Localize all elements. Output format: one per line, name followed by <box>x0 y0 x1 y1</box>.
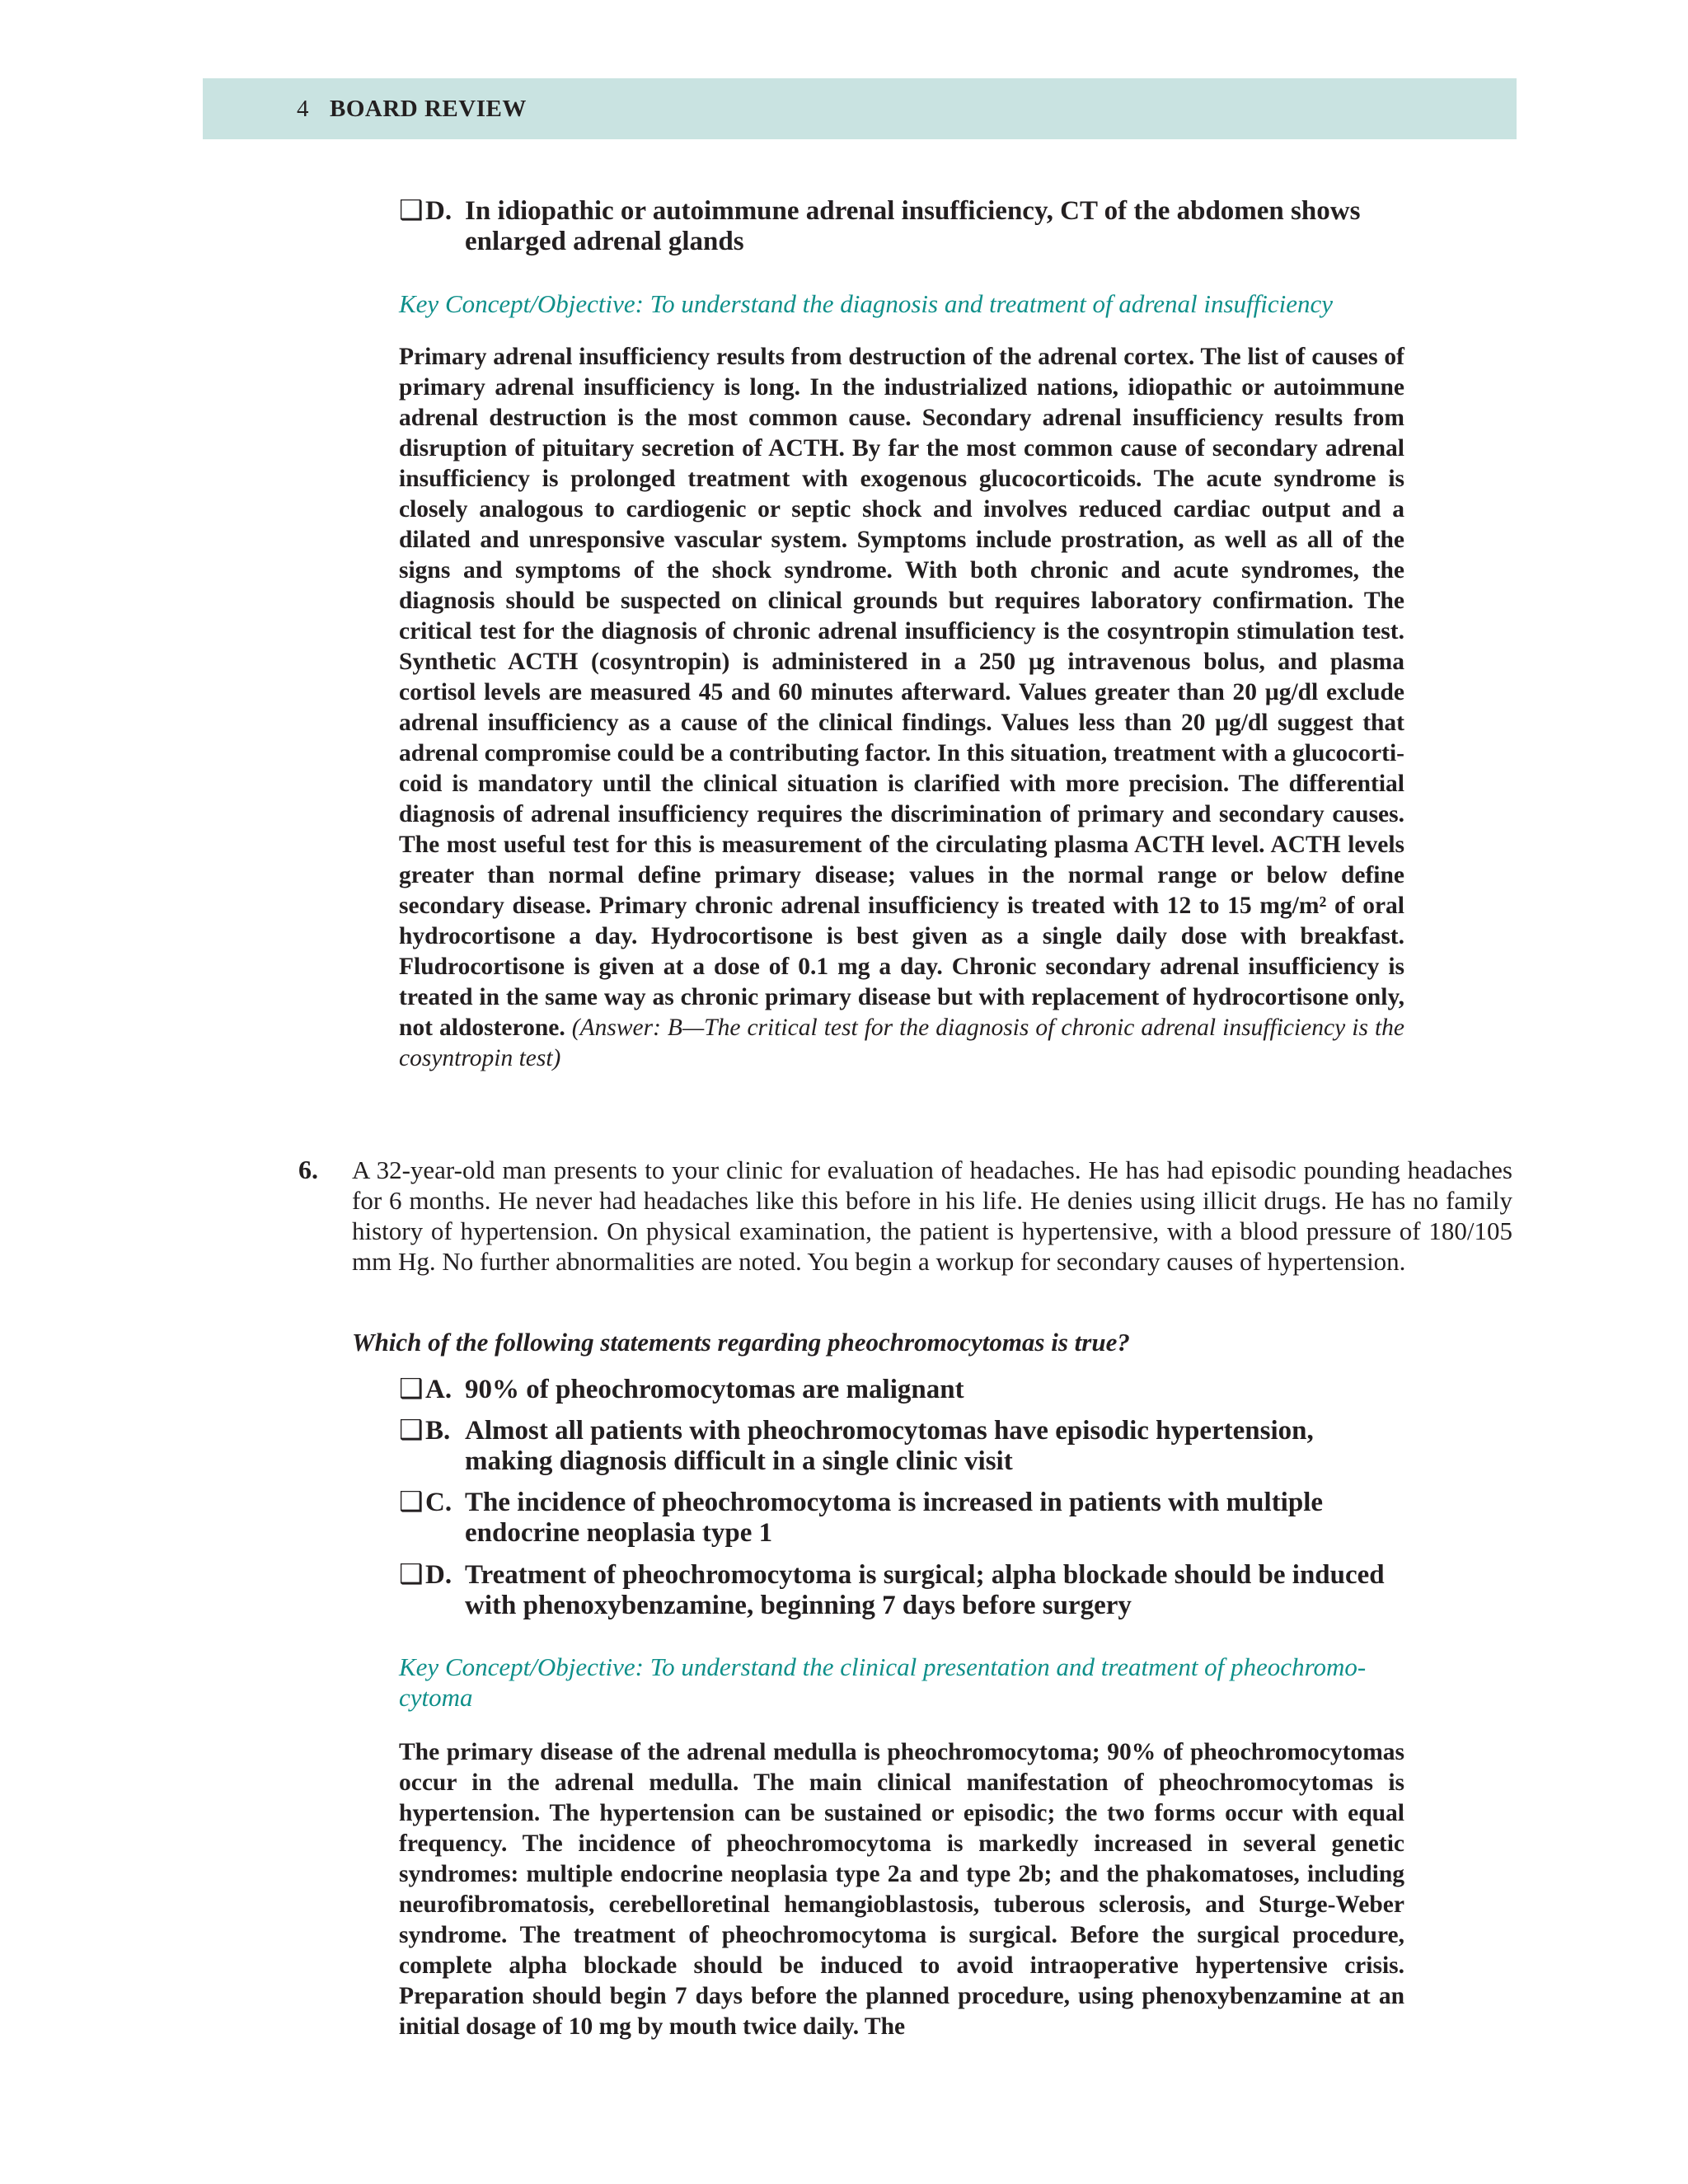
option-letter: B. <box>425 1416 451 1446</box>
explanation-pheo: The primary disease of the adrenal medulla is pheochromocytoma; 90% of pheochromocytomas occur in the adrenal medulla. The main clinical manifestation of pheochromocytomas is hypertension. The hypertension can be sustained or episodic; the two forms occur with equal frequency. The incidence of pheochromocytoma is markedly increased in several genetic syndromes: multiple endocrine neoplasia type 2a and type 2b; and the phakomatoses, including neurofibromatosis, cerebelloretinal hemangioblastosis, tuberous sclerosis, and Sturge-Weber syndrome. The treatment of pheochromocytoma is surgical. Before the surgical procedure, complete alpha blockade should be induced to avoid intraoperative hypertensive crisis. Preparation should begin 7 days before the planned procedure, using phenoxybenzamine at an initial dosage of 10 mg by mouth twice daily. The <box>399 1739 1404 2040</box>
explanation-text: Primary adrenal insufficiency results from destruction of the adrenal cortex. The list of causes of primary adrenal insufficiency is long. In the industrialized nations, idiopathic or autoimmune adrenal destruction is the most common cause. Secondary adrenal insufficiency results from disruption of pituitary secretion of ACTH. By far the most common cause of secondary adrenal insufficiency is prolonged treatment with exogenous glucocorticoids. The acute syndrome is closely analogous to cardiogenic or septic shock and involves reduced cardiac output and a dilated and unresponsive vascular system. Symptoms include prostration, as well as all of the signs and symptoms of the shock syndrome. With both chronic and acute syndromes, the diagnosis should be suspected on clinical grounds but requires laboratory confirmation. The critical test for the diagnosis of chronic adrenal insufficiency is the cosyntropin stimulation test. Synthetic ACTH (cosyntropin) is administered in a 250 µg intravenous bolus, and plasma cortisol levels are measured 45 and 60 minutes afterward. Values greater than 20 µg/dl exclude adrenal insufficiency as a cause of the clinical findings. Values less than 20 µg/dl suggest that adrenal compromise could be a contributing factor. In this situation, treatment with a glucocorticoid is mandatory until the clinical situation is clarified with more precision. The differential diagnosis of adrenal insufficiency requires the discrimination of primary and secondary causes. The most useful test for this is measurement of the circulating plasma ACTH level. ACTH levels greater than normal define primary disease; values in the normal range or below define secondary disease. Primary chronic adrenal insufficiency is treated with 12 to 15 mg/m² of oral hydrocortisone a day. Hydrocortisone is best given as a single daily dose with breakfast. Fludrocortisone is given at a dose of 0.1 mg a day. Chronic secondary adrenal insufficiency is treated in the same way as chronic primary disease but with replacement of hydrocortisone only, not aldosterone. <box>399 344 1404 1041</box>
option-letter: D. <box>425 196 452 226</box>
question-number: 6. <box>298 1155 318 1184</box>
key-concept-pheo: Key Concept/Objective: To understand the clinical presentation and treatment of pheochromocytoma <box>399 1652 1367 1712</box>
option-letter: D. <box>425 1560 452 1590</box>
option-text: The incidence of pheochromocytoma is increased in patients with multiple endocrine neoplasia type 1 <box>465 1488 1324 1548</box>
page-number: 4 <box>297 96 309 122</box>
explanation-adrenal <box>399 342 1404 1074</box>
question-stem: A 32-year-old man presents to your clinic for evaluation of headaches. He has had episodic pounding headaches for 6 months. He never had headaches like this before in his life. He denies using illicit drugs. He has no family history of hypertension. On physical examination, the patient is hypertensive, with a blood pressure of 180/105 mm Hg. No further abnormalities are noted. You begin a workup for secondary causes of hypertension. <box>352 1155 1512 1276</box>
option-text: 90% of pheochromocytomas are malignant <box>465 1375 964 1404</box>
checkbox-icon[interactable]: ❑ <box>399 1560 424 1590</box>
option-text: Treatment of pheochromocytoma is surgical; alpha blockade should be induced with phenoxybenzamine, beginning 7 days before surgery <box>465 1560 1385 1620</box>
option-text: In idiopathic or autoimmune adrenal insufficiency, CT of the abdomen shows enlarged adrenal glands <box>465 196 1361 256</box>
option-c[interactable] <box>399 1488 1404 1549</box>
option-text: Almost all patients with pheochromocytomas have episodic hypertension, making diagnosis difficult in a single clinic visit <box>465 1416 1314 1476</box>
checkbox-icon[interactable]: ❑ <box>399 1488 424 1517</box>
question-prompt: Which of the following statements regarding pheochromocytomas is true? <box>352 1328 1130 1357</box>
checkbox-icon: ❑ <box>399 196 424 226</box>
option-letter: A. <box>425 1375 452 1404</box>
answer-note: (Answer: B—The critical test for the diagnosis of chronic adrenal insufficiency is the cosyntropin test) <box>399 1015 1405 1071</box>
option-b[interactable] <box>399 1416 1404 1477</box>
running-head-title: BOARD REVIEW <box>330 96 527 122</box>
checkbox-icon[interactable]: ❑ <box>399 1375 424 1404</box>
option-letter: C. <box>425 1488 452 1517</box>
option-d[interactable] <box>399 1560 1404 1621</box>
prev-option-d <box>399 196 1404 257</box>
checkbox-icon[interactable]: ❑ <box>399 1416 424 1446</box>
option-a[interactable] <box>399 1375 1404 1405</box>
key-concept-adrenal: Key Concept/Objective: To understand the diagnosis and treatment of adrenal insufficiency <box>399 289 1334 318</box>
